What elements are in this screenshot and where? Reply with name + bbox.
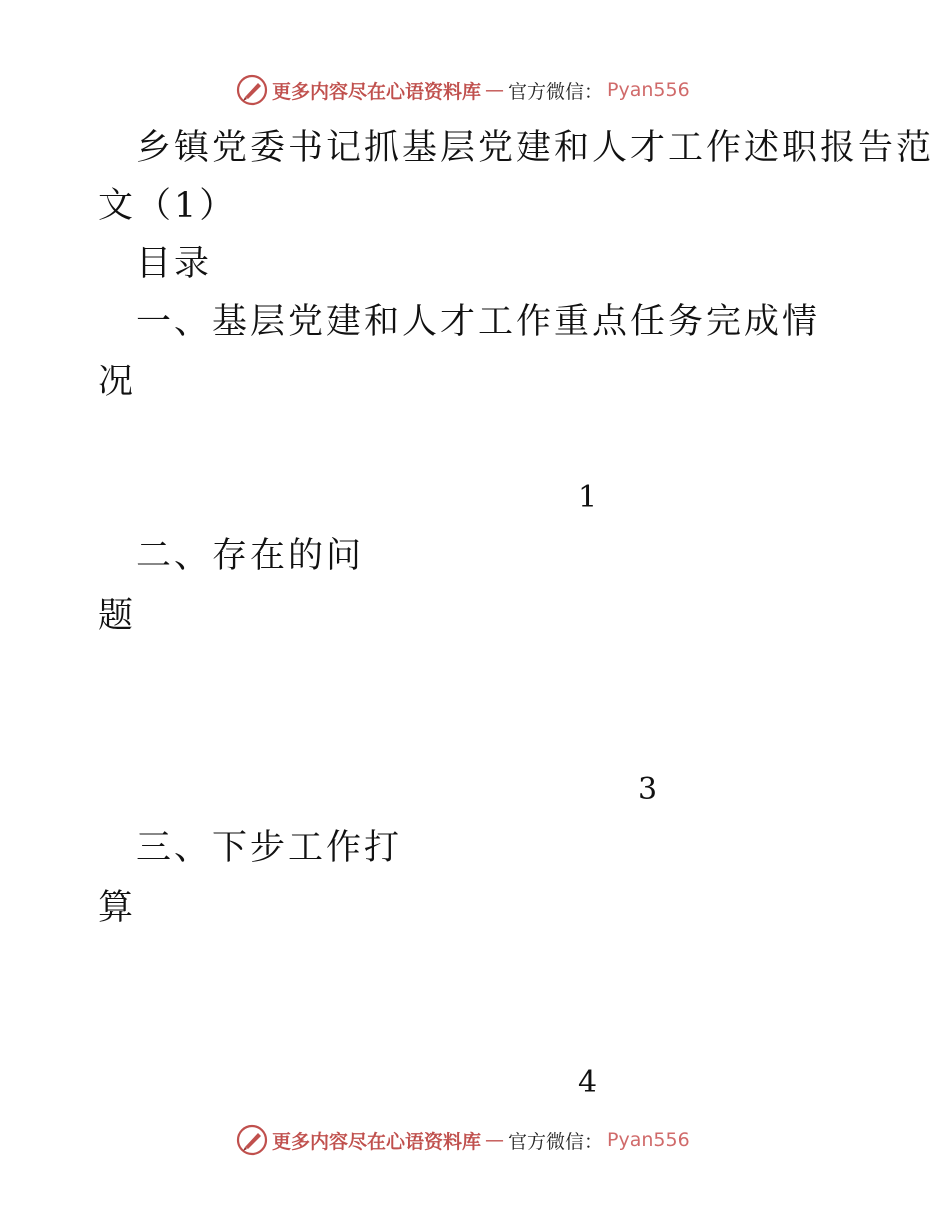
quill-logo-icon	[236, 1124, 268, 1156]
dot-leader	[98, 478, 576, 518]
dot-leader	[98, 1063, 576, 1103]
watermark-wechat-id: Pyan556	[607, 1129, 690, 1151]
toc-entry-3-leader-row[interactable]	[98, 888, 840, 928]
toc-entry-2-last-char: 题	[98, 596, 137, 636]
toc-entry-2-title[interactable]: 二、存在的问	[136, 536, 365, 576]
dot-leader	[98, 770, 636, 810]
toc-entry-3-last-char: 算	[98, 888, 137, 928]
watermark-main-text: 更多内容尽在心语资料库	[272, 1130, 482, 1153]
toc-entry-1-last-char: 况	[98, 362, 137, 402]
dot-leader	[136, 362, 840, 402]
toc-entry-3-page-number: 4	[578, 1065, 598, 1100]
dot-leader	[98, 1006, 840, 1046]
dot-leader	[136, 888, 840, 928]
toc-entry-2-leader-row[interactable]	[98, 596, 840, 636]
watermark-separator: —	[485, 79, 505, 101]
watermark-official-label: 官方微信：	[508, 1130, 604, 1153]
dot-leader	[98, 655, 840, 695]
toc-entry-2-leader-row	[98, 713, 840, 753]
toc-entry-1-page-number: 1	[578, 480, 598, 515]
toc-entry-3-leader-row	[98, 947, 840, 987]
toc-entry-3-leader-row	[98, 1006, 840, 1046]
toc-entry-1-page-row[interactable]	[98, 478, 840, 518]
toc-entry-3-page-row[interactable]	[98, 1063, 840, 1103]
dot-leader	[98, 421, 840, 461]
watermark-wechat-id: Pyan556	[607, 79, 690, 101]
watermark-separator: —	[485, 1129, 505, 1151]
toc-entry-1-leader-row	[98, 421, 840, 461]
toc-entry-2-page-row[interactable]	[98, 770, 840, 810]
document-title-line-1: 乡镇党委书记抓基层党建和人才工作述职报告范	[136, 128, 935, 168]
toc-entry-1-leader-row[interactable]	[98, 362, 840, 402]
watermark-main-text: 更多内容尽在心语资料库	[272, 80, 482, 103]
dot-leader	[136, 596, 840, 636]
dot-leader	[98, 713, 840, 753]
toc-entry-2-leader-row	[98, 655, 840, 695]
toc-entry-2-page-number: 3	[638, 772, 658, 807]
document-title-line-2: 文（1）	[98, 186, 238, 226]
footer-watermark	[236, 1122, 690, 1158]
watermark-official-label: 官方微信：	[508, 80, 604, 103]
toc-heading: 目录	[136, 244, 213, 284]
dot-leader	[98, 947, 840, 987]
toc-entry-3-title[interactable]: 三、下步工作打	[136, 828, 403, 868]
toc-entry-1-title[interactable]: 一、基层党建和人才工作重点任务完成情	[136, 302, 821, 342]
